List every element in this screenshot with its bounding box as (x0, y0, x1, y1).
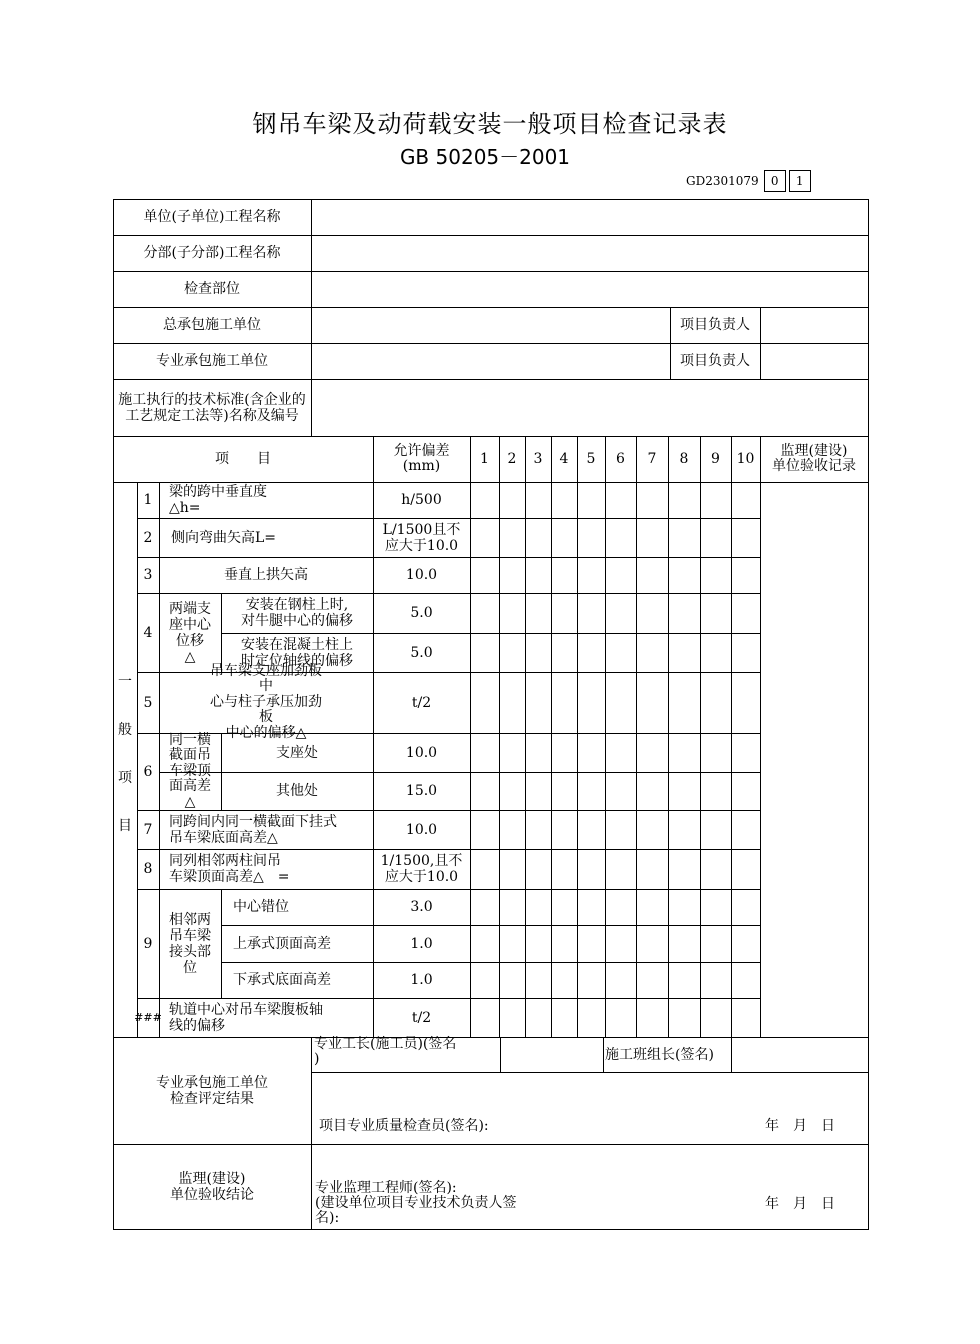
item-cross-section-height-diff: 同一横 截面吊 车梁顶 面高差 △ (169, 731, 211, 810)
foreman-signature-label: 专业工长(施工员)(签名 ) (314, 1036, 457, 1067)
tolerance-value: 1/1500,且不 应大于10.0 (380, 853, 463, 885)
table-border-right (868, 199, 869, 1230)
unit-name-label: 单位(子单位)工程名称 (143, 209, 281, 225)
special-contractor-label: 专业承包施工单位 (156, 353, 268, 369)
tolerance-value: 5.0 (410, 605, 433, 621)
form-code-box-1: 0 (764, 170, 786, 192)
supervision-header: 监理(建设) 单位验收记录 (772, 443, 856, 474)
supervision-engineer-signature-label: 专业监理工程师(签名): (建设单位项目专业技术负责人签 名): (315, 1179, 517, 1226)
item-stiffener-offset: 吊车梁支座加劲板 中 心与柱子承压加劲 板 中心的偏移△ (210, 662, 322, 741)
tolerance-value: h/500 (401, 492, 442, 508)
row-number: 2 (143, 529, 153, 546)
grid-line-v (500, 1037, 501, 1073)
tolerance-value: 3.0 (410, 899, 433, 915)
tolerance-value: 10.0 (405, 821, 438, 838)
project-leader-label-1: 项目负责人 (680, 317, 750, 333)
item-suspended-bottom-height-diff: 同跨间内同一横截面下挂式 吊车梁底面高差△ (169, 813, 337, 846)
form-code-box-2: 1 (789, 170, 811, 192)
item-vertical-camber: 垂直上拱矢高 (224, 567, 308, 583)
row-number: ### (134, 1010, 162, 1024)
measure-col-header-8: 8 (679, 451, 689, 467)
item-lateral-bending: 侧向弯曲矢高L= (171, 529, 277, 546)
tolerance-value: 15.0 (405, 783, 438, 799)
grid-line-v (499, 436, 500, 1038)
form-code-text: GD2301079 (686, 174, 759, 188)
row-number: 3 (143, 567, 153, 583)
date-field-1: 年 月 日 (765, 1118, 835, 1134)
grid-line-v (605, 436, 606, 1038)
item-joint-position: 相邻两 吊车梁 接头部 位 (169, 911, 211, 976)
technical-standard-label: 施工执行的技术标准(含企业的工艺规定工法等)名称及编号 (118, 391, 306, 424)
sub-item-other: 其他处 (276, 783, 318, 799)
measure-col-header-9: 9 (711, 451, 720, 467)
tolerance-value: t/2 (411, 694, 432, 711)
tolerance-value: 10.0 (405, 567, 438, 583)
measure-col-header-10: 10 (736, 451, 755, 467)
row-number: 6 (143, 763, 153, 780)
subproject-name-label: 分部(子分部)工程名称 (143, 245, 281, 261)
section-label-char: 目 (118, 818, 132, 834)
row-number: 4 (143, 624, 153, 641)
row-number: 8 (143, 861, 153, 877)
team-leader-signature-label: 施工班组长(签名) (605, 1046, 714, 1063)
tolerance-value: 1.0 (410, 935, 433, 952)
section-label-char: 般 (118, 722, 132, 738)
measure-col-header-1: 1 (480, 451, 489, 467)
grid-line-v (668, 436, 669, 1038)
item-midspan-verticality: 梁的跨中垂直度 △h= (169, 484, 267, 516)
grid-line-v (311, 1037, 312, 1230)
tolerance-value: 1.0 (410, 972, 433, 988)
measure-col-header-6: 6 (616, 451, 625, 467)
row-number: 7 (143, 821, 153, 838)
sub-item-bottom-height-diff: 下承式底面高差 (233, 972, 331, 988)
grid-line-v (760, 436, 761, 1038)
quality-inspector-signature-label: 项目专业质量检查员(签名): (319, 1118, 489, 1134)
section-label-char: 项 (118, 770, 132, 786)
grid-line-v (636, 436, 637, 1038)
item-adjacent-column-height-diff: 同列相邻两柱间吊 车梁顶面高差△ = (169, 853, 290, 885)
row-number: 5 (143, 694, 153, 711)
contractor-result-label: 专业承包施工单位 检查评定结果 (156, 1074, 268, 1107)
item-support-center-offset: 两端支 座中心 位移 △ (169, 600, 211, 665)
grid-line-v (577, 436, 578, 1038)
sub-item-steel-column: 安装在钢柱上时, 对牛腿中心的偏移 (241, 597, 353, 629)
inspection-part-label: 检查部位 (184, 281, 240, 297)
row-number: 9 (143, 935, 153, 952)
project-leader-label-2: 项目负责人 (680, 353, 750, 369)
sub-item-support: 支座处 (276, 744, 318, 761)
grid-line-v (311, 199, 312, 437)
sub-item-top-height-diff: 上承式顶面高差 (233, 935, 331, 952)
grid-line-h (311, 1072, 869, 1073)
item-header: 项 目 (215, 451, 271, 467)
measure-col-header-3: 3 (533, 451, 543, 467)
row-number: 1 (143, 492, 153, 508)
tolerance-value: 5.0 (410, 644, 433, 661)
grid-line-v (700, 436, 701, 1038)
measure-col-header-4: 4 (559, 451, 569, 467)
grid-line-v (731, 1037, 732, 1073)
grid-line-v (551, 436, 552, 1038)
sub-item-concrete-column: 安装在混凝土柱上 时定位轴线的偏移 (241, 636, 353, 669)
grid-line-v (525, 436, 526, 1038)
standard-number: GB 50205－2001 (399, 145, 571, 169)
tolerance-value: L/1500且不 应大于10.0 (382, 521, 461, 554)
supervision-result-label: 监理(建设) 单位验收结论 (170, 1170, 254, 1203)
tolerance-value: 10.0 (405, 744, 438, 761)
grid-line-v (470, 436, 471, 1038)
tolerance-header: 允许偏差 (mm) (393, 443, 450, 474)
table-border-bottom (113, 1229, 869, 1230)
measure-col-header-2: 2 (507, 451, 517, 467)
item-rail-center-offset: 轨道中心对吊车梁腹板轴 线的偏移 (169, 1001, 323, 1034)
general-contractor-label: 总承包施工单位 (163, 317, 261, 333)
grid-line-v (760, 307, 761, 380)
measure-col-header-7: 7 (647, 451, 657, 467)
form-code (686, 170, 811, 192)
document-title: 钢吊车梁及动荷载安装一般项目检查记录表 (252, 110, 728, 138)
grid-line-v (731, 436, 732, 1038)
sub-item-center-misalignment: 中心错位 (233, 899, 289, 915)
date-field-2: 年 月 日 (765, 1196, 835, 1212)
tolerance-value: t/2 (411, 1009, 432, 1026)
measure-col-header-5: 5 (586, 451, 596, 467)
section-label-char: 一 (118, 674, 132, 690)
